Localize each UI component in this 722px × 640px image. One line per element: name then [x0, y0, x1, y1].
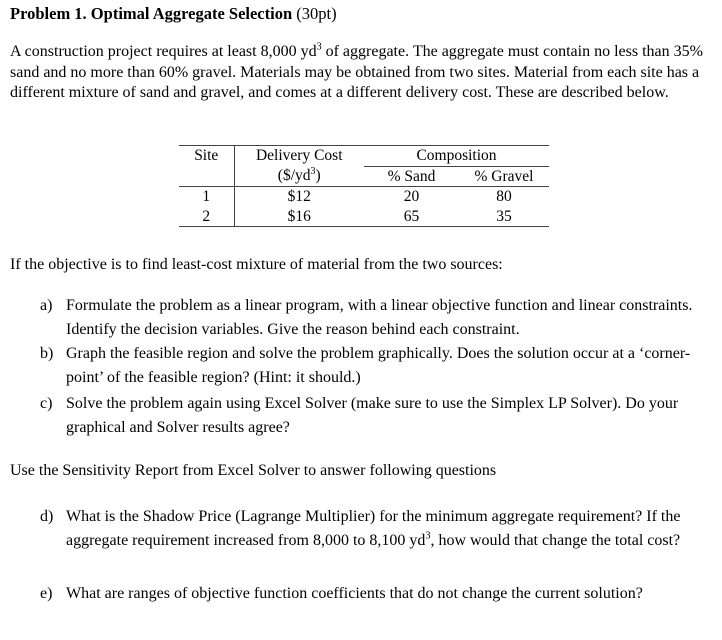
- question-b-letter: b): [40, 345, 54, 362]
- row1-gravel: 80: [496, 188, 512, 205]
- site-data-table: [179, 145, 549, 227]
- intro-paragraph: [10, 42, 710, 104]
- question-a-letter: a): [40, 297, 53, 314]
- question-d-letter: d): [40, 508, 54, 525]
- header-sand: % Sand: [387, 167, 436, 185]
- intro-text-1: A construction project requires at least 8,000 yd: [10, 43, 317, 60]
- row2-gravel: 35: [496, 207, 512, 225]
- row2-site: 2: [179, 207, 234, 227]
- header-cost-unit: $(\$/yd^3)$: [277, 166, 321, 185]
- intro-text-2: of aggregate. The aggregate must contain no less than 35% sand and no more than 60% gravel. Materials may be obtained from two sites. Material from each site has a different mixture of sand and gravel, and comes at a different delivery cost. These are described below.: [10, 43, 703, 102]
- row1-sand: 20: [403, 188, 420, 205]
- question-b: [40, 342, 715, 390]
- question-a-text: Formulate the problem as a linear program, with a linear objective function and linear constraints. Identify the decision variables. Give the reason behind each constraint.: [66, 297, 693, 338]
- question-e: [40, 582, 715, 630]
- header-composition: Composition: [364, 146, 549, 167]
- question-c-text: Solve the problem again using Excel Solver (make sure to use the Simplex LP Solver). Do your graphical and Solver results agree?: [66, 395, 679, 436]
- header-site: Site: [179, 146, 234, 187]
- sensitivity-instruction: Use the Sensitivity Report from Excel Solver to answer following questions: [10, 462, 497, 479]
- row1-site: 1: [179, 187, 234, 207]
- header-gravel: % Gravel: [474, 167, 534, 185]
- question-a: [40, 294, 715, 342]
- question-d-text: What is the Shadow Price (Lagrange Multiplier) for the minimum aggregate requirement? If the aggregate requirement increased from 8,000 to 8,100 $yd^3$, how would that change the total cost?: [66, 508, 681, 549]
- problem-points: (30pt): [296, 4, 337, 23]
- question-c-letter: c): [40, 395, 53, 412]
- problem-title: [10, 4, 337, 24]
- objective-statement: If the objective is to find least-cost mixture of material from the two sources:: [10, 256, 503, 273]
- row2-sand: 65: [403, 207, 420, 225]
- row1-cost: $12: [287, 188, 311, 205]
- problem-title-bold: Problem 1. Optimal Aggregate Selection: [10, 4, 293, 23]
- question-e-letter: e): [40, 585, 53, 602]
- question-b-text: Graph the feasible region and solve the problem graphically. Does the solution occur at a ‘corner-point’ of the feasible region? (Hint: it should.): [66, 345, 691, 386]
- question-e-text: What are ranges of objective function coefficients that do not change the current solution?: [66, 585, 643, 602]
- question-c: [40, 392, 715, 440]
- intro-sup: 3: [316, 41, 322, 53]
- question-d: [40, 505, 715, 577]
- header-cost-line1: Delivery Cost: [255, 147, 343, 165]
- row2-cost: $16: [287, 207, 311, 225]
